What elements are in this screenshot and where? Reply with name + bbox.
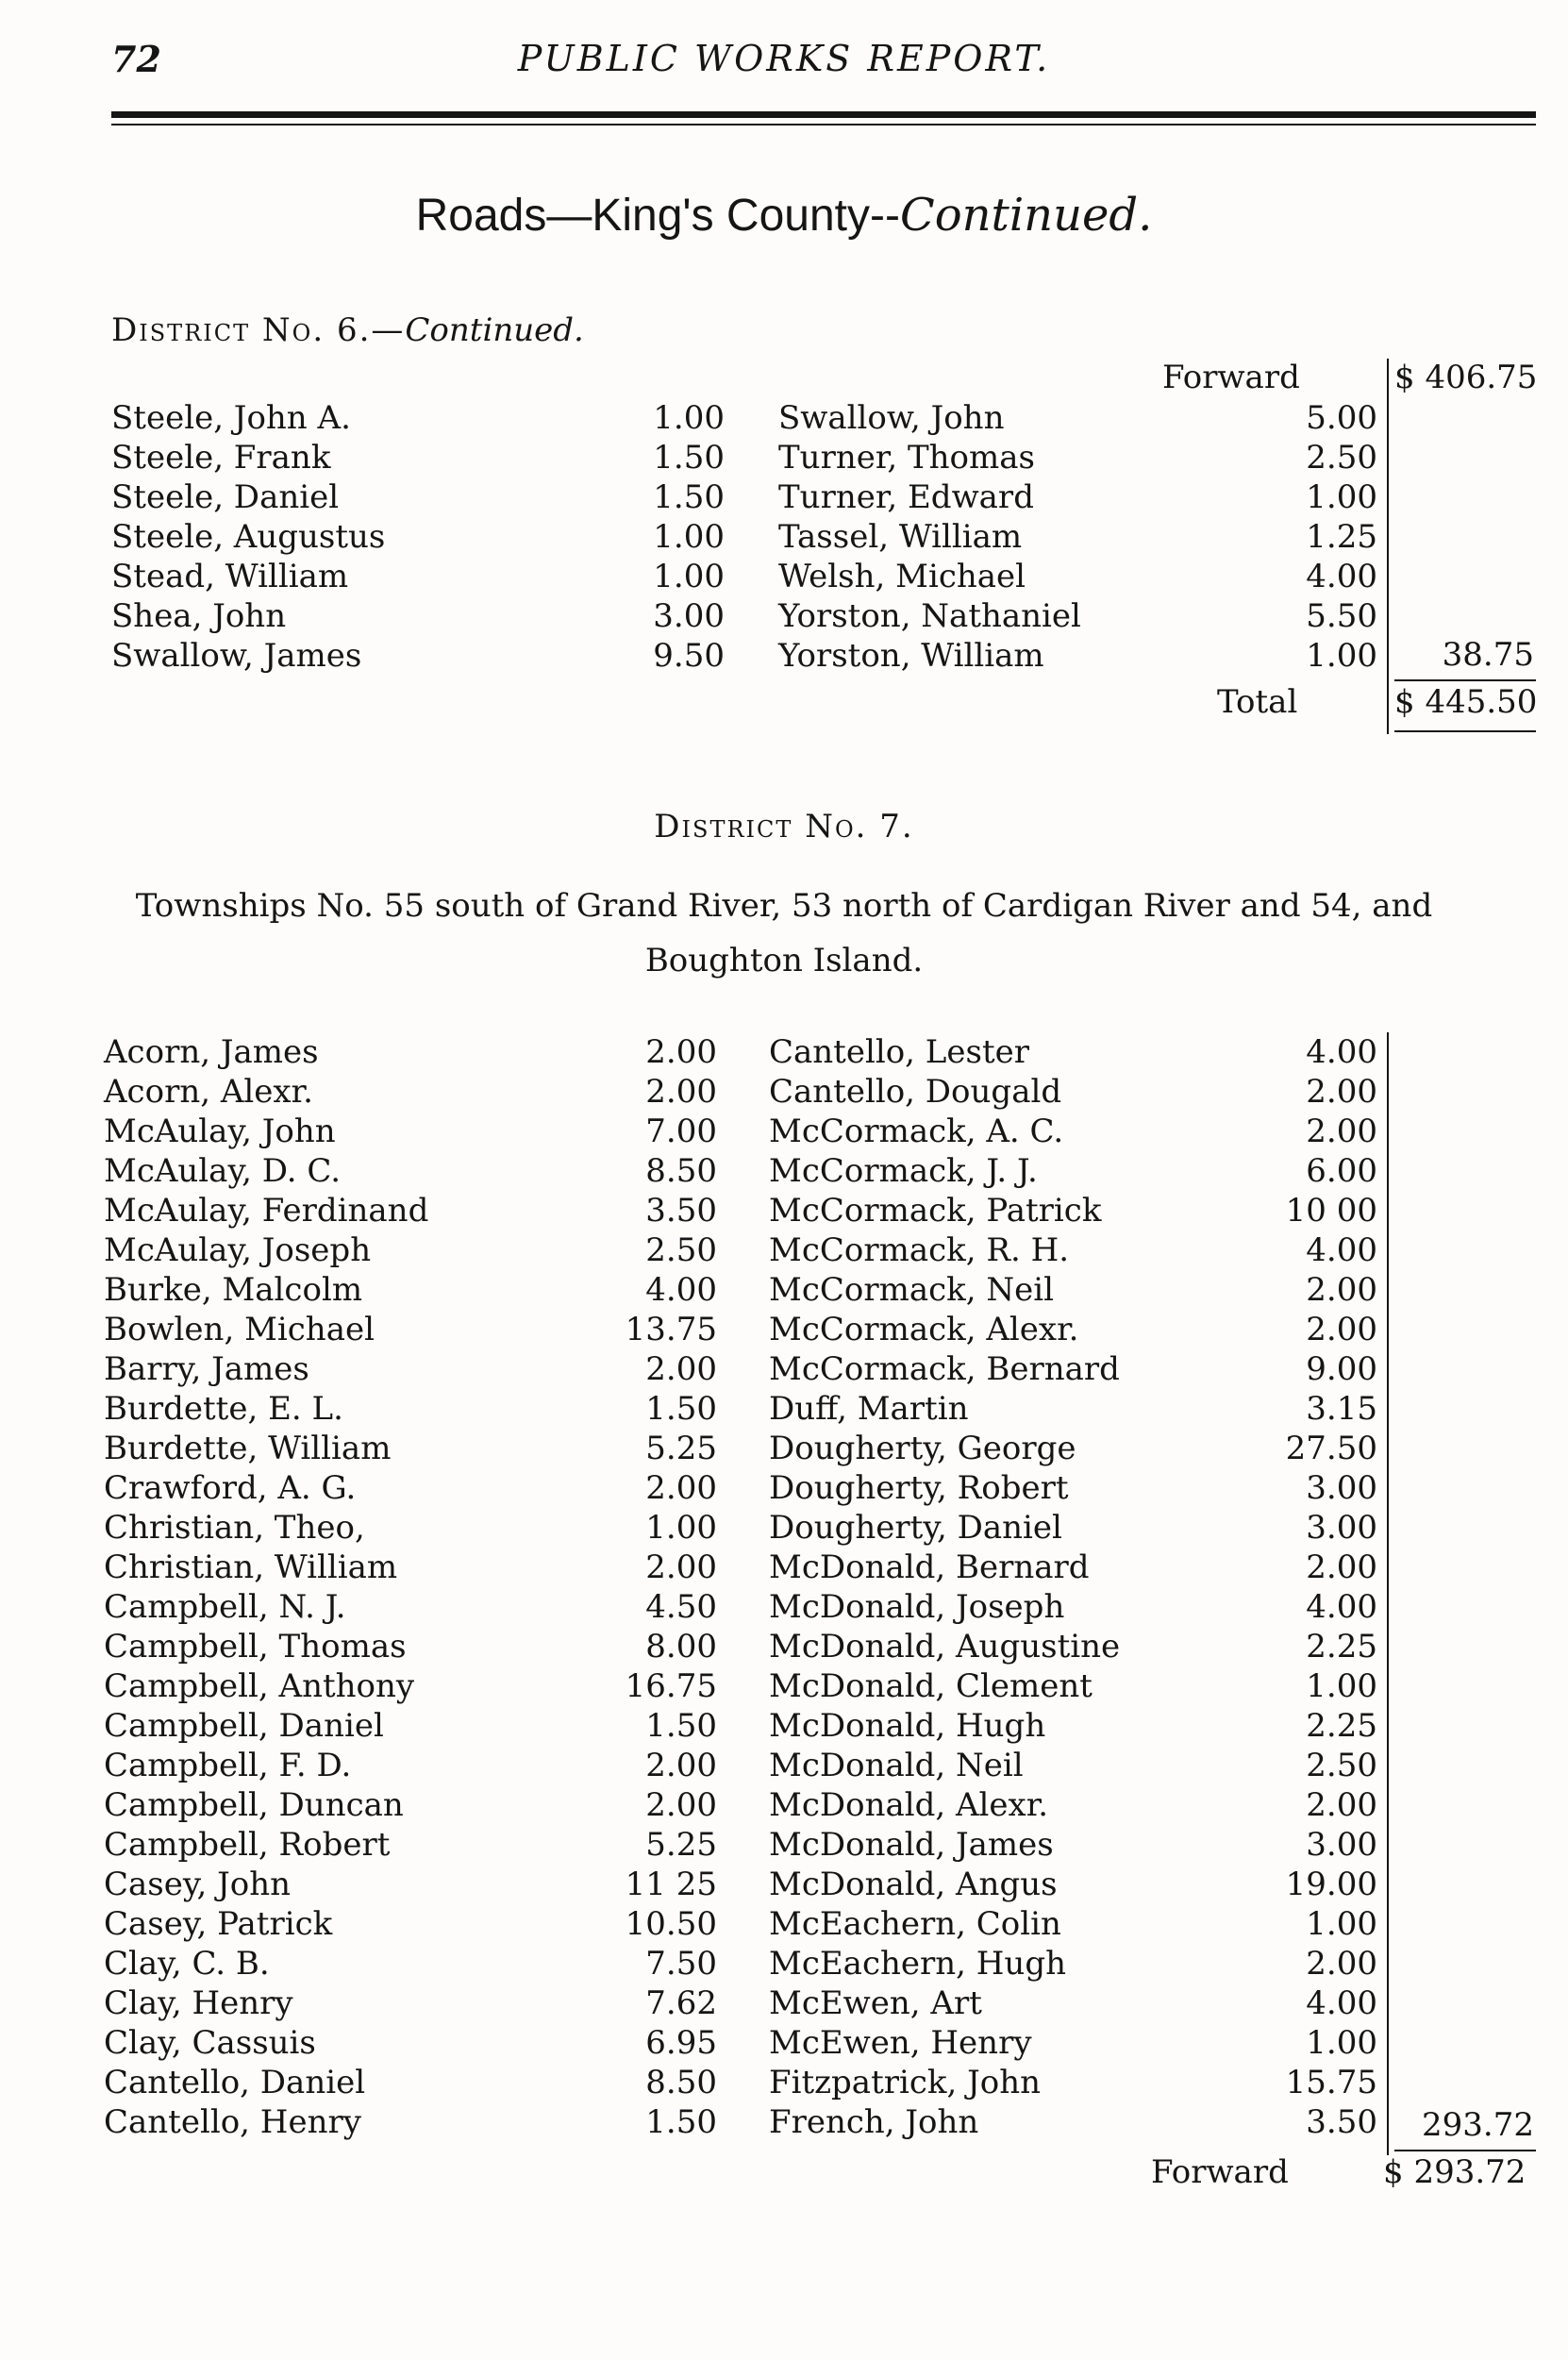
ledger-name: McEwen, Art (769, 1984, 982, 2022)
ledger-amount: 2.00 (645, 1548, 717, 1586)
ledger-name: Campbell, F. D. (104, 1747, 352, 1784)
ledger-row (769, 1310, 1387, 1349)
ledger-name: McDonald, Clement (769, 1667, 1093, 1705)
ledger-amount: 9.50 (653, 637, 725, 675)
ledger-name: McCormack, Patrick (769, 1192, 1102, 1230)
ledger-name: McEwen, Henry (769, 2024, 1032, 2062)
ledger-row (769, 1587, 1387, 1627)
ledger-amount: 9.00 (1306, 1350, 1377, 1388)
section-title-main: Roads—King's County-- (415, 191, 900, 241)
ledger-name: Christian, William (104, 1548, 398, 1586)
ledger-amount: 3.50 (1306, 2103, 1377, 2141)
ledger-row (769, 1865, 1387, 1904)
ledger-row (769, 1904, 1387, 1944)
ledger-amount: 8.50 (645, 1152, 717, 1190)
ledger-row (769, 1151, 1387, 1191)
ledger-row (769, 1706, 1387, 1746)
ledger-amount: 4.50 (645, 1588, 717, 1626)
ledger-row (769, 1627, 1387, 1666)
ledger-row (778, 398, 1387, 438)
ledger-name: Casey, Patrick (104, 1905, 333, 1943)
ledger-name: McCormack, A. C. (769, 1113, 1064, 1150)
ledger-row (769, 2102, 1387, 2142)
ledger-row (104, 1230, 717, 1270)
ledger-row (769, 1983, 1387, 2023)
ledger-name: McAulay, John (104, 1113, 336, 1150)
ledger-row (778, 517, 1387, 557)
ledger-row (769, 1944, 1387, 1983)
ledger-name: Turner, Edward (778, 478, 1034, 516)
ledger-amount: 2.00 (1306, 1548, 1377, 1586)
ledger-amount: 13.75 (625, 1311, 717, 1348)
ledger-amount: 4.00 (645, 1271, 717, 1309)
ledger-amount: 3.50 (645, 1192, 717, 1230)
ledger-row (104, 1270, 717, 1310)
ledger-amount: 1.50 (653, 478, 725, 516)
ledger-name: Clay, Henry (104, 1984, 293, 2022)
district-6-heading-main: District No. 6.— (111, 311, 406, 349)
page-number: 72 (111, 38, 161, 80)
ledger-name: Duff, Martin (769, 1390, 969, 1428)
running-title: PUBLIC WORKS REPORT. (517, 38, 1051, 79)
district-7-subtotal-rule (1394, 2150, 1536, 2151)
ledger-amount: 5.00 (1306, 399, 1377, 437)
ledger-name: McCormack, Neil (769, 1271, 1054, 1309)
ledger-name: Acorn, Alexr. (104, 1073, 313, 1111)
ledger-amount: 2.50 (1306, 1747, 1377, 1784)
ledger-row (111, 438, 725, 477)
ledger-name: Cantello, Daniel (104, 2064, 366, 2101)
ledger-name: Campbell, Anthony (104, 1667, 415, 1705)
ledger-amount: 7.62 (645, 1984, 717, 2022)
ledger-row (778, 596, 1387, 636)
ledger-amount: 4.00 (1306, 558, 1377, 595)
ledger-name: Bowlen, Michael (104, 1311, 375, 1348)
ledger-name: Casey, John (104, 1866, 292, 1903)
ledger-amount: 2.00 (1306, 1073, 1377, 1111)
ledger-amount: 19.00 (1285, 1866, 1377, 1903)
ledger-amount: 2.00 (645, 1073, 717, 1111)
ledger-amount: 2.00 (1306, 1945, 1377, 1983)
ledger-row (769, 1468, 1387, 1508)
ledger-amount: 2.00 (1306, 1271, 1377, 1309)
ledger-row (769, 1191, 1387, 1230)
ledger-row (778, 477, 1387, 517)
ledger-name: McDonald, Bernard (769, 1548, 1090, 1586)
ledger-row (778, 636, 1387, 676)
ledger-amount: 2.50 (1306, 439, 1377, 477)
ledger-amount: 1.00 (653, 558, 725, 595)
ledger-row (769, 1548, 1387, 1587)
ledger-name: Burdette, E. L. (104, 1390, 343, 1428)
district-7-left-column (104, 1032, 717, 2142)
ledger-amount: 1.00 (1306, 1905, 1377, 1943)
ledger-amount: 1.00 (653, 399, 725, 437)
ledger-name: Campbell, Thomas (104, 1628, 407, 1665)
ledger-row (104, 1389, 717, 1429)
ledger-row (104, 2063, 717, 2102)
ledger-name: Cantello, Lester (769, 1033, 1029, 1071)
ledger-name: Dougherty, Robert (769, 1469, 1069, 1507)
ledger-amount: 3.15 (1306, 1390, 1377, 1428)
section-title-continued: Continued. (899, 189, 1153, 242)
section-title (0, 189, 1568, 242)
ledger-name: Stead, William (111, 558, 349, 595)
ledger-row (104, 1666, 717, 1706)
ledger-row (769, 2023, 1387, 2063)
ledger-row (104, 1349, 717, 1389)
district-7-subtotal: 293.72 (1422, 2106, 1534, 2144)
ledger-name: Tassel, William (778, 518, 1023, 556)
ledger-amount: 10.50 (625, 1905, 717, 1943)
ledger-name: Barry, James (104, 1350, 309, 1388)
ledger-amount: 1.00 (653, 518, 725, 556)
ledger-amount: 1.50 (645, 1390, 717, 1428)
ledger-row (104, 1429, 717, 1468)
ledger-row (111, 477, 725, 517)
ledger-amount: 2.00 (1306, 1113, 1377, 1150)
ledger-name: Steele, Augustus (111, 518, 386, 556)
district-7-right-column (769, 1032, 1387, 2142)
ledger-amount: 2.00 (645, 1350, 717, 1388)
ledger-amount: 3.00 (1306, 1509, 1377, 1547)
ledger-amount: 2.00 (1306, 1311, 1377, 1348)
ledger-name: Acorn, James (104, 1033, 319, 1071)
ledger-row (104, 1508, 717, 1548)
ledger-name: Swallow, James (111, 637, 362, 675)
district-7-forward-amount: $ 293.72 (1383, 2153, 1526, 2191)
ledger-amount: 5.50 (1306, 597, 1377, 635)
ledger-name: McEachern, Hugh (769, 1945, 1066, 1983)
ledger-name: Clay, Cassuis (104, 2024, 316, 2062)
ledger-row (111, 398, 725, 438)
ledger-amount: 6.95 (645, 2024, 717, 2062)
ledger-name: Dougherty, George (769, 1430, 1076, 1467)
ledger-amount: 1.00 (1306, 1667, 1377, 1705)
ledger-name: McAulay, Ferdinand (104, 1192, 429, 1230)
ledger-name: Cantello, Dougald (769, 1073, 1062, 1111)
ledger-row (769, 1785, 1387, 1825)
ledger-name: Yorston, William (778, 637, 1044, 675)
district-6-forward-label: Forward (1162, 359, 1300, 396)
ledger-amount: 5.25 (645, 1430, 717, 1467)
ledger-row (769, 1072, 1387, 1112)
ledger-row (111, 557, 725, 596)
ledger-amount: 2.00 (645, 1786, 717, 1824)
ledger-name: Cantello, Henry (104, 2103, 361, 2141)
header-rule-thick (111, 111, 1536, 118)
ledger-row (104, 1944, 717, 1983)
ledger-amount: 2.00 (645, 1747, 717, 1784)
ledger-row (104, 1310, 717, 1349)
ledger-amount: 6.00 (1306, 1152, 1377, 1190)
ledger-amount: 1.00 (1306, 2024, 1377, 2062)
ledger-amount: 1.50 (645, 1707, 717, 1745)
ledger-amount: 27.50 (1285, 1430, 1377, 1467)
ledger-amount: 10 00 (1285, 1192, 1377, 1230)
ledger-row (769, 1429, 1387, 1468)
ledger-name: McCormack, Alexr. (769, 1311, 1079, 1348)
ledger-row (104, 1785, 717, 1825)
ledger-amount: 2.00 (645, 1033, 717, 1071)
ledger-name: McDonald, Augustine (769, 1628, 1121, 1665)
ledger-row (111, 517, 725, 557)
ledger-row (769, 1270, 1387, 1310)
ledger-row (778, 557, 1387, 596)
ledger-name: Clay, C. B. (104, 1945, 270, 1983)
ledger-amount: 2.00 (1306, 1786, 1377, 1824)
ledger-name: French, John (769, 2103, 979, 2141)
ledger-amount: 1.00 (645, 1509, 717, 1547)
ledger-row (769, 1508, 1387, 1548)
ledger-name: Campbell, Duncan (104, 1786, 404, 1824)
ledger-amount: 4.00 (1306, 1984, 1377, 2022)
ledger-name: Campbell, Daniel (104, 1707, 384, 1745)
ledger-name: McDonald, Angus (769, 1866, 1058, 1903)
district-6-total-label: Total (1217, 683, 1298, 721)
ledger-name: Shea, John (111, 597, 287, 635)
district-7-column-rule (1387, 1032, 1389, 2155)
ledger-name: McCormack, Bernard (769, 1350, 1120, 1388)
ledger-amount: 1.25 (1306, 518, 1377, 556)
ledger-row (104, 1825, 717, 1865)
ledger-row (111, 636, 725, 676)
ledger-row (104, 1865, 717, 1904)
ledger-name: Burke, Malcolm (104, 1271, 363, 1309)
ledger-row (769, 1349, 1387, 1389)
ledger-row (769, 2063, 1387, 2102)
ledger-name: Steele, Daniel (111, 478, 340, 516)
ledger-name: Campbell, N. J. (104, 1588, 346, 1626)
ledger-row (104, 1587, 717, 1627)
ledger-row (769, 1825, 1387, 1865)
ledger-name: Crawford, A. G. (104, 1469, 357, 1507)
ledger-row (104, 1627, 717, 1666)
ledger-amount: 8.50 (645, 2064, 717, 2101)
ledger-amount: 11 25 (625, 1866, 717, 1903)
ledger-name: McAulay, D. C. (104, 1152, 342, 1190)
header-rule-thin (111, 124, 1536, 126)
ledger-amount: 16.75 (625, 1667, 717, 1705)
ledger-row (769, 1032, 1387, 1072)
ledger-amount: 1.00 (1306, 478, 1377, 516)
ledger-row (778, 438, 1387, 477)
ledger-amount: 1.50 (653, 439, 725, 477)
ledger-name: McDonald, James (769, 1826, 1054, 1864)
ledger-name: Yorston, Nathaniel (778, 597, 1081, 635)
ledger-name: McDonald, Hugh (769, 1707, 1046, 1745)
ledger-amount: 4.00 (1306, 1033, 1377, 1071)
ledger-row (769, 1666, 1387, 1706)
district-6-subtotal-rule (1394, 679, 1536, 681)
ledger-name: Fitzpatrick, John (769, 2064, 1042, 2101)
ledger-row (769, 1389, 1387, 1429)
ledger-row (104, 1072, 717, 1112)
district-7-townships-line-2: Boughton Island. (644, 942, 924, 979)
district-6-heading (111, 311, 584, 349)
ledger-amount: 3.00 (653, 597, 725, 635)
ledger-name: McDonald, Joseph (769, 1588, 1065, 1626)
district-6-left-column (111, 398, 725, 676)
ledger-row (769, 1230, 1387, 1270)
district-6-heading-continued: Continued. (405, 311, 584, 349)
ledger-name: Christian, Theo, (104, 1509, 365, 1547)
district-6-right-column (778, 398, 1387, 676)
ledger-row (104, 1706, 717, 1746)
ledger-name: Campbell, Robert (104, 1826, 391, 1864)
ledger-amount: 15.75 (1285, 2064, 1377, 2101)
ledger-row (104, 1983, 717, 2023)
ledger-row (111, 596, 725, 636)
district-6-column-rule (1387, 359, 1389, 734)
ledger-row (104, 1468, 717, 1508)
ledger-amount: 7.00 (645, 1113, 717, 1150)
ledger-amount: 1.00 (1306, 637, 1377, 675)
ledger-name: Turner, Thomas (778, 439, 1035, 477)
ledger-amount: 8.00 (645, 1628, 717, 1665)
ledger-name: Swallow, John (778, 399, 1005, 437)
ledger-amount: 4.00 (1306, 1588, 1377, 1626)
ledger-amount: 5.25 (645, 1826, 717, 1864)
ledger-amount: 3.00 (1306, 1826, 1377, 1864)
ledger-name: McEachern, Colin (769, 1905, 1061, 1943)
district-6-subtotal: 38.75 (1442, 636, 1534, 674)
ledger-name: McDonald, Alexr. (769, 1786, 1049, 1824)
ledger-amount: 7.50 (645, 1945, 717, 1983)
ledger-name: Welsh, Michael (778, 558, 1026, 595)
ledger-amount: 2.50 (645, 1231, 717, 1269)
ledger-amount: 1.50 (645, 2103, 717, 2141)
ledger-name: McCormack, J. J. (769, 1152, 1038, 1190)
ledger-row (104, 2023, 717, 2063)
ledger-row (104, 1191, 717, 1230)
ledger-name: Steele, Frank (111, 439, 331, 477)
ledger-row (104, 1032, 717, 1072)
ledger-amount: 4.00 (1306, 1231, 1377, 1269)
ledger-row (104, 1548, 717, 1587)
district-6-total-amount: $ 445.50 (1394, 683, 1538, 721)
ledger-row (104, 2102, 717, 2142)
ledger-row (769, 1112, 1387, 1151)
ledger-amount: 2.00 (645, 1469, 717, 1507)
ledger-row (104, 1746, 717, 1785)
district-7-heading: District No. 7. (654, 808, 914, 845)
ledger-amount: 3.00 (1306, 1469, 1377, 1507)
district-6-forward-amount: $ 406.75 (1394, 359, 1538, 396)
district-7-forward-label: Forward (1151, 2153, 1289, 2191)
ledger-row (104, 1904, 717, 1944)
ledger-amount: 2.25 (1306, 1707, 1377, 1745)
ledger-name: Dougherty, Daniel (769, 1509, 1062, 1547)
ledger-amount: 2.25 (1306, 1628, 1377, 1665)
district-7-townships-line-1: Townships No. 55 south of Grand River, 53 north of Cardigan River and 54, and (135, 887, 1433, 925)
ledger-row (104, 1151, 717, 1191)
ledger-row (769, 1746, 1387, 1785)
ledger-name: Burdette, William (104, 1430, 392, 1467)
district-6-total-rule (1394, 730, 1536, 732)
ledger-name: McAulay, Joseph (104, 1231, 372, 1269)
ledger-name: Steele, John A. (111, 399, 351, 437)
ledger-name: McCormack, R. H. (769, 1231, 1070, 1269)
ledger-row (104, 1112, 717, 1151)
ledger-name: McDonald, Neil (769, 1747, 1024, 1784)
